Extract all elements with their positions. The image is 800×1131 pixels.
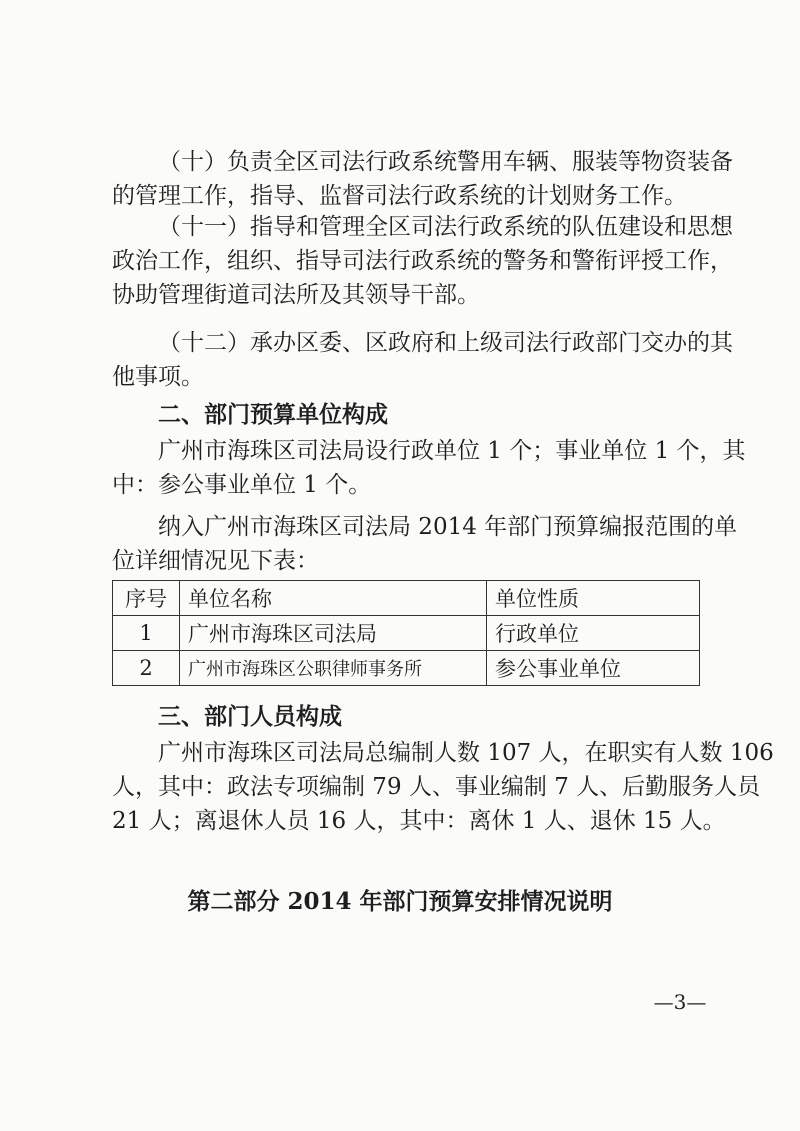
paragraph-item-10 [112,145,733,213]
units-table [112,580,700,686]
text-line: 纳入广州市海珠区司法局 2014 年部门预算编报范围的单 [158,514,738,540]
paragraph-item-11 [112,210,733,312]
text-line: 位详细情况见下表： [112,548,319,574]
paragraph-units-intro [112,510,738,578]
table-cell: 参公事业单位 [487,651,700,686]
table-cell: 广州市海珠区司法局 [180,616,487,651]
text-line: 他事项。 [112,364,204,390]
table-cell: 2 [113,651,180,686]
text-line: 广州市海珠区司法局设行政单位 1 个；事业单位 1 个，其 [158,438,746,464]
text-line: （十）负责全区司法行政系统警用车辆、服装等物资装备 [158,149,733,175]
section-heading-units: 二、部门预算单位构成 [158,401,388,428]
text-line: 21 人；离退休人员 16 人，其中：离休 1 人、退休 15 人。 [112,808,726,834]
table-cell: 行政单位 [487,616,700,651]
part-two-title: 第二部分 2014 年部门预算安排情况说明 [187,888,613,915]
text-line: 政治工作，组织、指导司法行政系统的警务和警衔评授工作， [112,248,733,274]
text-line: 人，其中：政法专项编制 79 人、事业编制 7 人、后勤服务人员 [112,774,761,800]
table-cell: 1 [113,616,180,651]
text-line: 的管理工作，指导、监督司法行政系统的计划财务工作。 [112,183,687,209]
text-line: （十一）指导和管理全区司法行政系统的队伍建设和思想 [158,214,733,240]
table-header-row [113,581,700,616]
paragraph-units-overview [112,434,746,502]
text-line: （十二）承办区委、区政府和上级司法行政部门交办的其 [158,330,733,356]
section-heading-staff: 三、部门人员构成 [158,703,342,730]
text-line: 协助管理街道司法所及其领导干部。 [112,282,480,308]
table-header-cell: 单位名称 [180,581,487,616]
table-header-cell: 序号 [113,581,180,616]
table-row [113,616,700,651]
table-row [113,651,700,686]
text-line: 广州市海珠区司法局总编制人数 107 人，在职实有人数 106 [158,740,774,766]
table-cell: 广州市海珠区公职律师事务所 [180,651,487,686]
table-header-cell: 单位性质 [487,581,700,616]
text-line: 中：参公事业单位 1 个。 [112,472,372,498]
paragraph-item-12 [112,326,733,394]
paragraph-staff [112,736,774,838]
page-number: —3— [653,990,707,1014]
